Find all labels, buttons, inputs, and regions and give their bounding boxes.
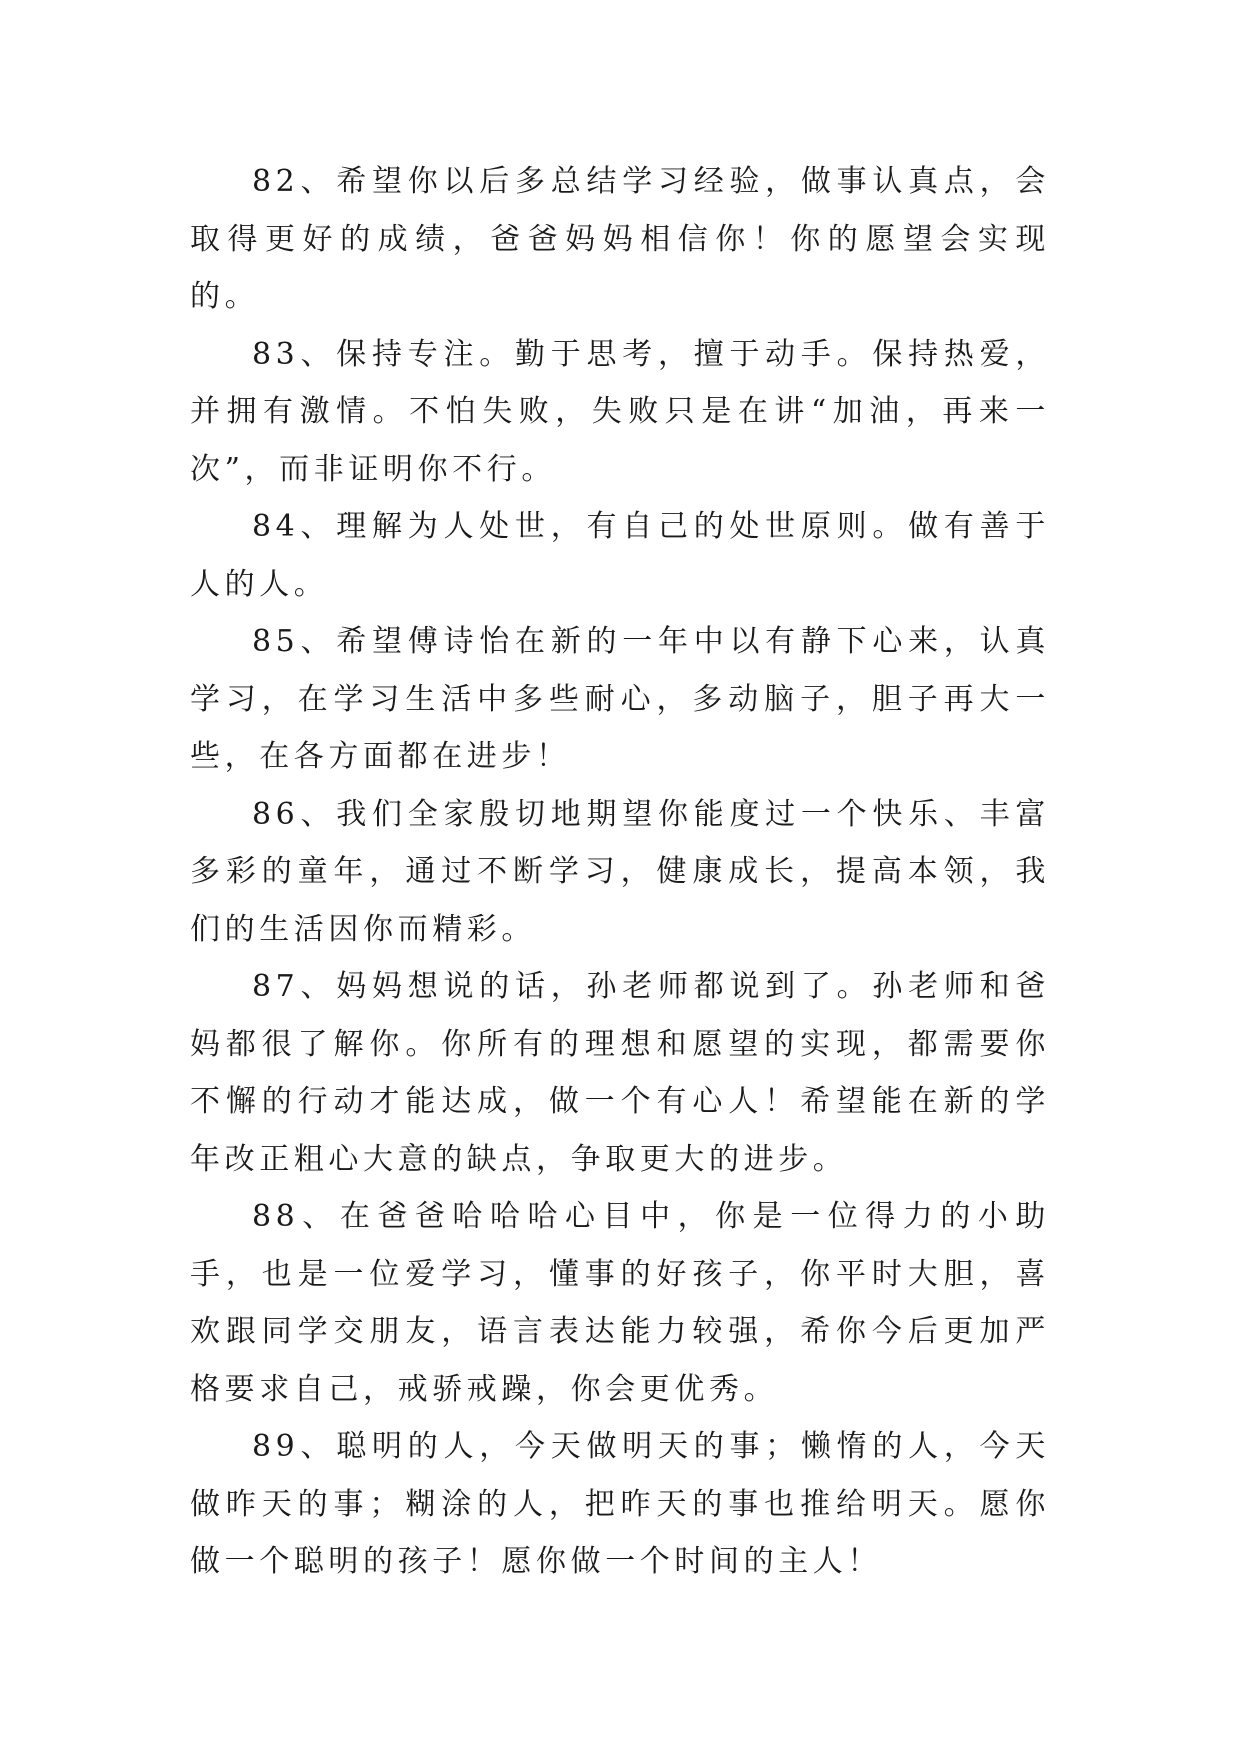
- paragraph-85: 85、希望傅诗怡在新的一年中以有静下心来，认真学习，在学习生活中多些耐心，多动脑子，胆子再大一些，在各方面都在进步！: [190, 624, 1050, 774]
- paragraph-82: 82、希望你以后多总结学习经验，做事认真点，会取得更好的成绩，爸爸妈妈相信你！你的愿望会实现的。: [190, 164, 1050, 314]
- paragraph-88: 88、在爸爸哈哈哈心目中，你是一位得力的小助手，也是一位爱学习，懂事的好孩子，你平时大胆，喜欢跟同学交朋友，语言表达能力较强，希你今后更加严格要求自己，戒骄戒躁，你会更优秀。: [190, 1199, 1050, 1407]
- paragraph-86: 86、我们全家殷切地期望你能度过一个快乐、丰富多彩的童年，通过不断学习，健康成长，提高本领，我们的生活因你而精彩。: [190, 796, 1050, 947]
- paragraph-89: 89、聪明的人，今天做明天的事；懒惰的人，今天做昨天的事；糊涂的人，把昨天的事也推给明天。愿你做一个聪明的孩子！愿你做一个时间的主人！: [190, 1429, 1050, 1579]
- paragraph-83: 83、保持专注。勤于思考，擅于动手。保持热爱，并拥有激情。不怕失败，失败只是在讲“加油，再来一次”，而非证明你不行。: [190, 336, 1050, 487]
- document-body: [190, 153, 1050, 1591]
- paragraph-87: 87、妈妈想说的话，孙老师都说到了。孙老师和爸妈都很了解你。你所有的理想和愿望的实现，都需要你不懈的行动才能达成，做一个有心人！希望能在新的学年改正粗心大意的缺点，争取更大的进步。: [190, 969, 1050, 1177]
- paragraph-84: 84、理解为人处世，有自己的处世原则。做有善于人的人。: [190, 509, 1050, 602]
